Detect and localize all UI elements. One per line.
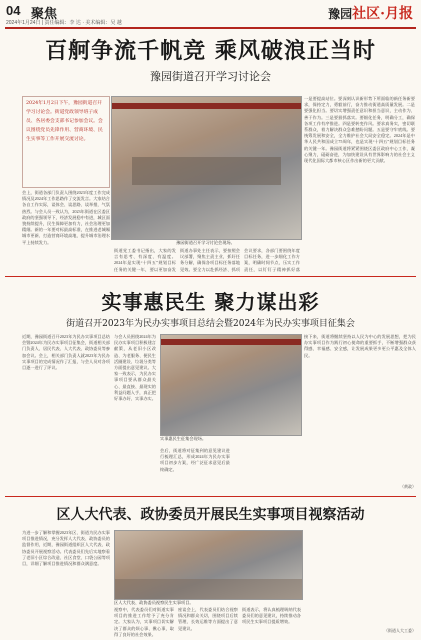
article3-headline: 区人大代表、政协委员开展民生实事项目视察活动: [56, 507, 365, 523]
article2-col1: 近期，豫园街道召开2023年为民办实事项目总结会暨2024年为民办实事项目征集会，街道相关部门负责人、居民代表、人大代表、政协委员等参加会议。会上，相关部门负责人就2023年为民办实事项目的完成情况作了汇报，与会人员对各项目逐一进行了评议。: [22, 334, 110, 371]
article2-photo: [160, 334, 302, 436]
article3-col5: [305, 530, 416, 626]
page-number: 04: [6, 3, 21, 18]
header-rule: [5, 27, 416, 29]
section-divider-2: [5, 496, 416, 497]
brand-prefix: 豫园: [328, 7, 353, 21]
article2-col3b: [234, 436, 300, 488]
article3-col3: 座谈会上，代表委员们结合视察情况和群众关切，围绕项目后续管理、长效运维等方面提出了意见建议。: [178, 607, 238, 631]
article1-col1: 会上，街道各部门负责人围绕2023年度工作完成情况及2024年工作思路作了交流发言。大家结合各自工作实际，谈体会、谈思路、谈举措，气氛热烈。与会人员一致认为，2023年街道在区委区政府的坚强领导下，经济发展稳中有进，城区面貌持续提升，民生保障更加有力，社会治理更加精细。新的一年要对标最高标准，在推进老城厢城市更新、打造营商环境高地、提升城市治理水平上持续发力。: [22, 190, 110, 245]
section-divider: [5, 276, 416, 277]
article1-lead-box: [22, 96, 110, 188]
article3-photo-caption: 区人大代表、政协委员视察民生实事项目。: [114, 600, 194, 605]
article1-subtitle: 豫园街道召开学习讨论会: [150, 70, 271, 83]
article3-col1: 为进一步了解和掌握2023年区、街道为民办实事项目推进情况，充分发挥人大代表、政协委员的监督作用，近期，豫园街道组织区人大代表、政协委员开展视察活动。代表委员们先后实地察看了老旧小区综合改造、社区食堂、口袋公园等项目，详细了解项目推进情况和群众满意度。: [22, 530, 110, 567]
article3-col2: 视察中，代表委员们对街道实事项目的推进工作给予了充分肯定。大家认为，实事项目切实解决了群众的烦心事、揪心事，取得了良好的社会效果。: [114, 607, 174, 637]
article1-photo: [111, 96, 302, 240]
date-line: 2024年1月24日 | 责任编辑：李 达 · 美术编辑：吴 越: [6, 20, 122, 26]
meeting-table: [132, 157, 281, 185]
article2-sign: （黄政）: [400, 484, 416, 489]
article1-col3: 街道办事处主任表示，要按照会议部署，聚焦主责主业，抓好任务分解，确保各项目标任务落地见效。要全力以赴抓经济、抓项: [180, 248, 240, 272]
article3-col4: 街道表示，将认真梳理吸纳代表委员们的意见建议，持续推动各项民生实事项目提质增效。: [242, 607, 301, 625]
article2-col2: 与会人员围绕2024年为民办实事项目积极建言献策，从老旧小区改造、为老服务、便民生活圈建设、垃圾分类等方面提出意见建议。大家一致表示，为民办实事项目要从群众最关心、最直接、最现实的利益问题入手，真正把好事办好、实事办实。: [114, 334, 156, 402]
brand-mark: [328, 3, 413, 23]
section-title: 聚焦: [31, 7, 58, 22]
ground: [115, 579, 302, 599]
article2-photo-caption: 实事惠民生征集会现场。: [160, 436, 207, 441]
article3-sign: （街道人大工委）: [384, 628, 416, 633]
article2-subtitle: 街道召开2023年为民办实事项目总结会暨2024年为民办实事项目征集会: [66, 319, 355, 329]
article2-headline: 实事惠民生 聚力谋出彩: [101, 290, 320, 314]
article1-lead: 2024年1月2日下午，豫园街道召开学习讨论会。街道党政领导班子成员、各居委会支部书记参加会议。会议围绕党员先锋作用、营商环境、民生实事等工作开展交流讨论。: [26, 101, 103, 142]
article3-photo: [114, 530, 303, 600]
article2-col4: 接下来，街道将继续坚持以人民为中心的发展思想，把为民办实事项目作为践行初心使命的重要抓手，不断增强群众获得感、幸福感、安全感，让发展成果更多更公平惠及全体人民。: [304, 334, 416, 358]
article1-headline: 百舸争流千帆竞 乘风破浪正当时: [45, 38, 376, 64]
banner: [161, 339, 301, 345]
article1-col2: 街道党工委书记指出，大家的发言有思考、有深度、有温度。2024年是实现“十四五”规划目标任务的关键一年，要以更加奋发: [114, 248, 176, 272]
banner: [112, 103, 301, 109]
article1-right-column: 一是要提高站位。要深刻认识新形势下所面临的新任务新要求，保持定力，勇毅前行，奋力推动街道高质量发展。二是要强化担当。要切实增强责任意识和担当意识，主动作为、善于作为。三是要狠抓落实。要细化任务，明确分工，确保各项工作有序推进。四是要转变作风。要求真务实，密切联系群众，着力解决群众急难愁盼问题。五是要守牢底线。要统筹发展和安全，全力维护社会大局安全稳定。2024年是中华人民共和国成立75周年，也是实现“十四五”规划目标任务的关键一年。豫园街道将紧紧围绕区委区政府中心工作，凝心聚力，砥砺奋进，为加快建设具有世界影响力的社会主义现代化国际大都市核心区作出新的更大贡献。: [304, 96, 415, 164]
article1-photo-caption: 豫园街道召开学习讨论会现场。: [176, 240, 235, 245]
article2-col3: 会后，街道将对征集到的意见建议进行梳理汇总，形成2024年为民办实事项目初步方案，经广泛征求意见后最终确定。: [160, 448, 230, 472]
article1-col1-cont: [22, 248, 110, 268]
brand-logo-text: 社区·月报: [352, 6, 413, 22]
article1-col4: 会议要求，各部门要围绕年度目标任务，进一步细化工作方案，明确时间节点，压实工作责任，以钉钉子精神抓好落: [244, 248, 300, 272]
